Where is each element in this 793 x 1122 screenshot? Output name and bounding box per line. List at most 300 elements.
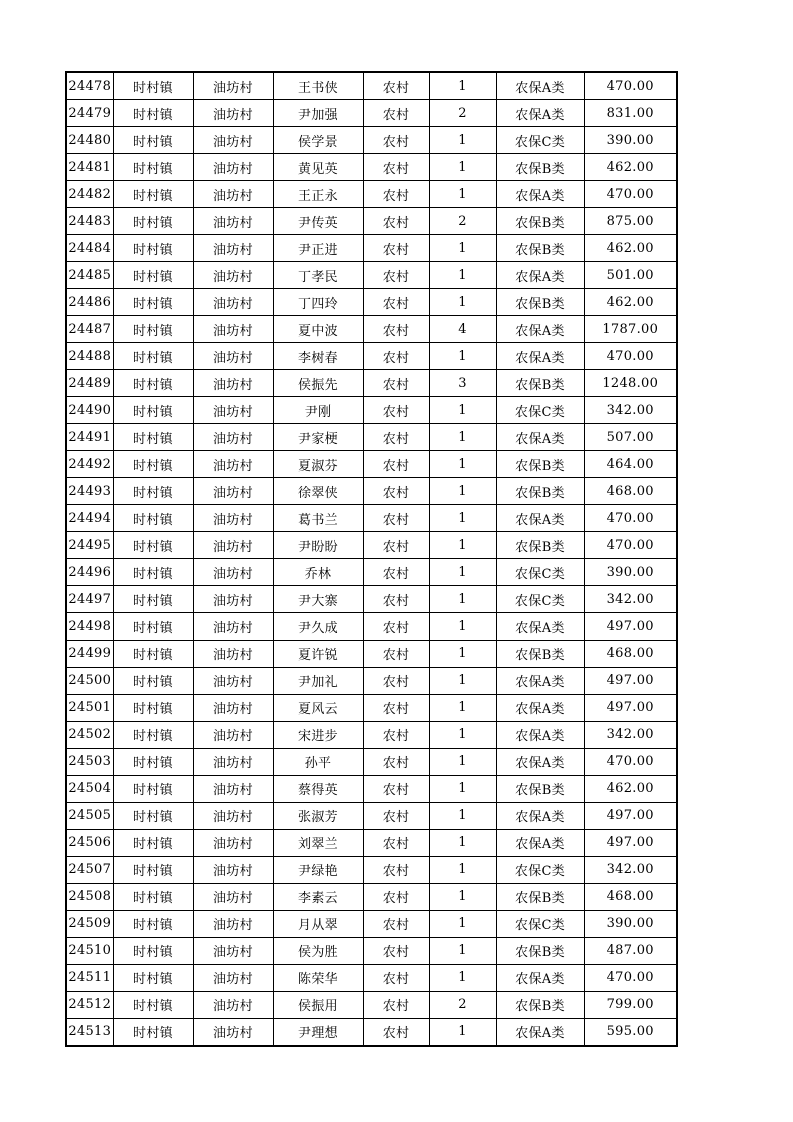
- cell-amount: 470.00: [584, 181, 677, 208]
- cell-record_id: 24496: [66, 559, 113, 586]
- cell-insurance_category: 农保A类: [496, 613, 584, 640]
- cell-town: 时村镇: [113, 127, 193, 154]
- cell-person_count: 1: [429, 559, 496, 586]
- cell-person_count: 2: [429, 208, 496, 235]
- table-body: [66, 72, 677, 1046]
- table-row: [66, 910, 677, 937]
- cell-insurance_category: 农保A类: [496, 505, 584, 532]
- cell-town: 时村镇: [113, 721, 193, 748]
- cell-name: 蔡得英: [273, 775, 363, 802]
- cell-village: 油坊村: [193, 424, 273, 451]
- cell-village: 油坊村: [193, 613, 273, 640]
- cell-residence_type: 农村: [363, 559, 429, 586]
- cell-person_count: 1: [429, 964, 496, 991]
- cell-person_count: 1: [429, 397, 496, 424]
- cell-town: 时村镇: [113, 343, 193, 370]
- cell-village: 油坊村: [193, 640, 273, 667]
- cell-person_count: 1: [429, 1018, 496, 1046]
- table-row: [66, 262, 677, 289]
- cell-insurance_category: 农保B类: [496, 154, 584, 181]
- cell-village: 油坊村: [193, 586, 273, 613]
- cell-record_id: 24488: [66, 343, 113, 370]
- cell-person_count: 3: [429, 370, 496, 397]
- cell-amount: 831.00: [584, 100, 677, 127]
- cell-insurance_category: 农保B类: [496, 883, 584, 910]
- table-row: [66, 802, 677, 829]
- cell-person_count: 1: [429, 343, 496, 370]
- cell-town: 时村镇: [113, 235, 193, 262]
- cell-person_count: 1: [429, 748, 496, 775]
- cell-record_id: 24507: [66, 856, 113, 883]
- cell-residence_type: 农村: [363, 397, 429, 424]
- cell-record_id: 24493: [66, 478, 113, 505]
- cell-insurance_category: 农保C类: [496, 559, 584, 586]
- table-row: [66, 370, 677, 397]
- cell-village: 油坊村: [193, 964, 273, 991]
- cell-town: 时村镇: [113, 883, 193, 910]
- cell-amount: 470.00: [584, 343, 677, 370]
- cell-name: 尹传英: [273, 208, 363, 235]
- pension-benefits-table: [65, 71, 678, 1047]
- cell-insurance_category: 农保A类: [496, 721, 584, 748]
- cell-name: 葛书兰: [273, 505, 363, 532]
- cell-person_count: 1: [429, 262, 496, 289]
- cell-name: 丁四玲: [273, 289, 363, 316]
- cell-amount: 875.00: [584, 208, 677, 235]
- cell-residence_type: 农村: [363, 208, 429, 235]
- cell-person_count: 1: [429, 937, 496, 964]
- cell-village: 油坊村: [193, 235, 273, 262]
- cell-person_count: 1: [429, 451, 496, 478]
- cell-insurance_category: 农保A类: [496, 694, 584, 721]
- cell-village: 油坊村: [193, 748, 273, 775]
- cell-name: 陈荣华: [273, 964, 363, 991]
- table-row: [66, 343, 677, 370]
- cell-insurance_category: 农保A类: [496, 181, 584, 208]
- cell-person_count: 2: [429, 991, 496, 1018]
- cell-residence_type: 农村: [363, 289, 429, 316]
- cell-town: 时村镇: [113, 289, 193, 316]
- cell-town: 时村镇: [113, 586, 193, 613]
- cell-name: 徐翠侠: [273, 478, 363, 505]
- cell-insurance_category: 农保A类: [496, 262, 584, 289]
- cell-name: 李素云: [273, 883, 363, 910]
- table-row: [66, 748, 677, 775]
- cell-record_id: 24486: [66, 289, 113, 316]
- cell-town: 时村镇: [113, 505, 193, 532]
- cell-town: 时村镇: [113, 775, 193, 802]
- cell-amount: 595.00: [584, 1018, 677, 1046]
- cell-insurance_category: 农保B类: [496, 937, 584, 964]
- cell-record_id: 24504: [66, 775, 113, 802]
- cell-person_count: 4: [429, 316, 496, 343]
- cell-record_id: 24500: [66, 667, 113, 694]
- cell-name: 黄见英: [273, 154, 363, 181]
- table-row: [66, 775, 677, 802]
- cell-record_id: 24502: [66, 721, 113, 748]
- cell-amount: 501.00: [584, 262, 677, 289]
- cell-amount: 799.00: [584, 991, 677, 1018]
- cell-village: 油坊村: [193, 559, 273, 586]
- cell-amount: 497.00: [584, 694, 677, 721]
- cell-record_id: 24497: [66, 586, 113, 613]
- cell-residence_type: 农村: [363, 802, 429, 829]
- table-row: [66, 829, 677, 856]
- cell-amount: 390.00: [584, 910, 677, 937]
- cell-town: 时村镇: [113, 559, 193, 586]
- cell-amount: 497.00: [584, 829, 677, 856]
- cell-person_count: 1: [429, 72, 496, 100]
- cell-amount: 462.00: [584, 775, 677, 802]
- cell-name: 王正永: [273, 181, 363, 208]
- cell-residence_type: 农村: [363, 694, 429, 721]
- cell-residence_type: 农村: [363, 235, 429, 262]
- cell-record_id: 24481: [66, 154, 113, 181]
- table-row: [66, 1018, 677, 1046]
- table-row: [66, 451, 677, 478]
- cell-amount: 468.00: [584, 478, 677, 505]
- cell-village: 油坊村: [193, 316, 273, 343]
- cell-name: 侯振先: [273, 370, 363, 397]
- cell-record_id: 24498: [66, 613, 113, 640]
- table-row: [66, 883, 677, 910]
- cell-village: 油坊村: [193, 775, 273, 802]
- cell-person_count: 1: [429, 505, 496, 532]
- table-row: [66, 181, 677, 208]
- cell-town: 时村镇: [113, 964, 193, 991]
- cell-amount: 468.00: [584, 640, 677, 667]
- cell-residence_type: 农村: [363, 775, 429, 802]
- cell-village: 油坊村: [193, 370, 273, 397]
- cell-amount: 342.00: [584, 721, 677, 748]
- cell-village: 油坊村: [193, 1018, 273, 1046]
- cell-insurance_category: 农保A类: [496, 964, 584, 991]
- cell-town: 时村镇: [113, 1018, 193, 1046]
- cell-insurance_category: 农保C类: [496, 910, 584, 937]
- cell-village: 油坊村: [193, 937, 273, 964]
- cell-town: 时村镇: [113, 451, 193, 478]
- cell-town: 时村镇: [113, 424, 193, 451]
- table-row: [66, 208, 677, 235]
- cell-residence_type: 农村: [363, 667, 429, 694]
- cell-town: 时村镇: [113, 181, 193, 208]
- cell-record_id: 24513: [66, 1018, 113, 1046]
- cell-amount: 497.00: [584, 613, 677, 640]
- cell-name: 夏中波: [273, 316, 363, 343]
- cell-village: 油坊村: [193, 127, 273, 154]
- cell-record_id: 24490: [66, 397, 113, 424]
- cell-name: 尹盼盼: [273, 532, 363, 559]
- cell-residence_type: 农村: [363, 613, 429, 640]
- cell-town: 时村镇: [113, 100, 193, 127]
- table-row: [66, 424, 677, 451]
- cell-record_id: 24508: [66, 883, 113, 910]
- cell-town: 时村镇: [113, 478, 193, 505]
- cell-person_count: 1: [429, 586, 496, 613]
- cell-record_id: 24506: [66, 829, 113, 856]
- cell-name: 李树春: [273, 343, 363, 370]
- table-row: [66, 127, 677, 154]
- cell-town: 时村镇: [113, 208, 193, 235]
- cell-person_count: 1: [429, 424, 496, 451]
- cell-residence_type: 农村: [363, 316, 429, 343]
- cell-record_id: 24510: [66, 937, 113, 964]
- cell-record_id: 24505: [66, 802, 113, 829]
- table-row: [66, 937, 677, 964]
- cell-insurance_category: 农保B类: [496, 208, 584, 235]
- cell-insurance_category: 农保B类: [496, 640, 584, 667]
- cell-amount: 342.00: [584, 856, 677, 883]
- table-row: [66, 586, 677, 613]
- cell-name: 尹大寨: [273, 586, 363, 613]
- cell-residence_type: 农村: [363, 262, 429, 289]
- cell-town: 时村镇: [113, 640, 193, 667]
- cell-record_id: 24501: [66, 694, 113, 721]
- cell-name: 尹家梗: [273, 424, 363, 451]
- cell-insurance_category: 农保B类: [496, 235, 584, 262]
- cell-record_id: 24480: [66, 127, 113, 154]
- cell-name: 丁孝民: [273, 262, 363, 289]
- cell-amount: 470.00: [584, 964, 677, 991]
- cell-name: 尹理想: [273, 1018, 363, 1046]
- cell-village: 油坊村: [193, 72, 273, 100]
- cell-person_count: 1: [429, 154, 496, 181]
- cell-insurance_category: 农保A类: [496, 1018, 584, 1046]
- cell-village: 油坊村: [193, 505, 273, 532]
- table-row: [66, 856, 677, 883]
- cell-insurance_category: 农保A类: [496, 802, 584, 829]
- cell-insurance_category: 农保C类: [496, 586, 584, 613]
- cell-name: 宋进步: [273, 721, 363, 748]
- cell-person_count: 1: [429, 802, 496, 829]
- cell-record_id: 24494: [66, 505, 113, 532]
- table-row: [66, 289, 677, 316]
- cell-residence_type: 农村: [363, 1018, 429, 1046]
- cell-record_id: 24495: [66, 532, 113, 559]
- cell-name: 夏许锐: [273, 640, 363, 667]
- cell-village: 油坊村: [193, 397, 273, 424]
- cell-residence_type: 农村: [363, 451, 429, 478]
- table-row: [66, 640, 677, 667]
- table-row: [66, 964, 677, 991]
- cell-person_count: 1: [429, 829, 496, 856]
- cell-insurance_category: 农保A类: [496, 343, 584, 370]
- cell-name: 乔林: [273, 559, 363, 586]
- cell-town: 时村镇: [113, 397, 193, 424]
- cell-village: 油坊村: [193, 829, 273, 856]
- cell-insurance_category: 农保B类: [496, 532, 584, 559]
- cell-village: 油坊村: [193, 991, 273, 1018]
- cell-name: 侯为胜: [273, 937, 363, 964]
- cell-insurance_category: 农保B类: [496, 370, 584, 397]
- cell-record_id: 24503: [66, 748, 113, 775]
- table-row: [66, 613, 677, 640]
- cell-amount: 464.00: [584, 451, 677, 478]
- table-row: [66, 100, 677, 127]
- cell-name: 孙平: [273, 748, 363, 775]
- cell-town: 时村镇: [113, 748, 193, 775]
- cell-person_count: 1: [429, 640, 496, 667]
- cell-residence_type: 农村: [363, 586, 429, 613]
- cell-town: 时村镇: [113, 72, 193, 100]
- cell-person_count: 1: [429, 667, 496, 694]
- cell-town: 时村镇: [113, 694, 193, 721]
- cell-town: 时村镇: [113, 316, 193, 343]
- cell-town: 时村镇: [113, 667, 193, 694]
- cell-name: 尹绿艳: [273, 856, 363, 883]
- cell-residence_type: 农村: [363, 343, 429, 370]
- cell-person_count: 1: [429, 721, 496, 748]
- cell-name: 尹久成: [273, 613, 363, 640]
- table-row: [66, 72, 677, 100]
- cell-residence_type: 农村: [363, 154, 429, 181]
- cell-town: 时村镇: [113, 991, 193, 1018]
- cell-town: 时村镇: [113, 613, 193, 640]
- cell-person_count: 1: [429, 235, 496, 262]
- cell-record_id: 24509: [66, 910, 113, 937]
- cell-residence_type: 农村: [363, 424, 429, 451]
- table-row: [66, 991, 677, 1018]
- table-row: [66, 235, 677, 262]
- cell-town: 时村镇: [113, 910, 193, 937]
- cell-name: 尹正进: [273, 235, 363, 262]
- cell-name: 侯振用: [273, 991, 363, 1018]
- cell-amount: 497.00: [584, 667, 677, 694]
- cell-record_id: 24485: [66, 262, 113, 289]
- cell-amount: 342.00: [584, 397, 677, 424]
- cell-name: 月从翠: [273, 910, 363, 937]
- cell-record_id: 24512: [66, 991, 113, 1018]
- cell-residence_type: 农村: [363, 910, 429, 937]
- cell-amount: 462.00: [584, 235, 677, 262]
- cell-record_id: 24484: [66, 235, 113, 262]
- cell-insurance_category: 农保A类: [496, 316, 584, 343]
- table-row: [66, 478, 677, 505]
- cell-amount: 462.00: [584, 154, 677, 181]
- cell-amount: 470.00: [584, 72, 677, 100]
- cell-insurance_category: 农保B类: [496, 775, 584, 802]
- cell-amount: 1787.00: [584, 316, 677, 343]
- cell-person_count: 2: [429, 100, 496, 127]
- cell-residence_type: 农村: [363, 181, 429, 208]
- cell-town: 时村镇: [113, 370, 193, 397]
- cell-village: 油坊村: [193, 343, 273, 370]
- cell-village: 油坊村: [193, 451, 273, 478]
- cell-name: 夏风云: [273, 694, 363, 721]
- cell-insurance_category: 农保C类: [496, 397, 584, 424]
- cell-town: 时村镇: [113, 532, 193, 559]
- cell-residence_type: 农村: [363, 640, 429, 667]
- cell-village: 油坊村: [193, 694, 273, 721]
- cell-insurance_category: 农保A类: [496, 748, 584, 775]
- cell-amount: 470.00: [584, 532, 677, 559]
- table-row: [66, 397, 677, 424]
- cell-village: 油坊村: [193, 262, 273, 289]
- cell-town: 时村镇: [113, 856, 193, 883]
- cell-amount: 462.00: [584, 289, 677, 316]
- cell-village: 油坊村: [193, 667, 273, 694]
- cell-person_count: 1: [429, 289, 496, 316]
- cell-record_id: 24511: [66, 964, 113, 991]
- cell-village: 油坊村: [193, 478, 273, 505]
- cell-record_id: 24483: [66, 208, 113, 235]
- cell-person_count: 1: [429, 883, 496, 910]
- cell-village: 油坊村: [193, 910, 273, 937]
- cell-person_count: 1: [429, 181, 496, 208]
- cell-record_id: 24489: [66, 370, 113, 397]
- cell-insurance_category: 农保A类: [496, 72, 584, 100]
- cell-amount: 507.00: [584, 424, 677, 451]
- cell-name: 尹加礼: [273, 667, 363, 694]
- cell-village: 油坊村: [193, 289, 273, 316]
- cell-record_id: 24491: [66, 424, 113, 451]
- cell-residence_type: 农村: [363, 721, 429, 748]
- cell-residence_type: 农村: [363, 883, 429, 910]
- table-row: [66, 532, 677, 559]
- cell-person_count: 1: [429, 856, 496, 883]
- cell-insurance_category: 农保A类: [496, 829, 584, 856]
- cell-residence_type: 农村: [363, 478, 429, 505]
- cell-amount: 390.00: [584, 559, 677, 586]
- cell-name: 侯学景: [273, 127, 363, 154]
- cell-residence_type: 农村: [363, 748, 429, 775]
- cell-insurance_category: 农保A类: [496, 667, 584, 694]
- cell-town: 时村镇: [113, 262, 193, 289]
- cell-village: 油坊村: [193, 532, 273, 559]
- table-row: [66, 559, 677, 586]
- cell-record_id: 24478: [66, 72, 113, 100]
- cell-insurance_category: 农保A类: [496, 100, 584, 127]
- cell-insurance_category: 农保B类: [496, 991, 584, 1018]
- cell-name: 王书侠: [273, 72, 363, 100]
- cell-village: 油坊村: [193, 856, 273, 883]
- cell-village: 油坊村: [193, 154, 273, 181]
- cell-person_count: 1: [429, 532, 496, 559]
- cell-village: 油坊村: [193, 721, 273, 748]
- cell-residence_type: 农村: [363, 964, 429, 991]
- cell-residence_type: 农村: [363, 100, 429, 127]
- cell-residence_type: 农村: [363, 505, 429, 532]
- cell-name: 尹加强: [273, 100, 363, 127]
- cell-person_count: 1: [429, 127, 496, 154]
- cell-record_id: 24487: [66, 316, 113, 343]
- cell-insurance_category: 农保C类: [496, 127, 584, 154]
- cell-amount: 487.00: [584, 937, 677, 964]
- cell-residence_type: 农村: [363, 829, 429, 856]
- cell-village: 油坊村: [193, 802, 273, 829]
- table-row: [66, 667, 677, 694]
- cell-name: 夏淑芬: [273, 451, 363, 478]
- cell-person_count: 1: [429, 478, 496, 505]
- cell-person_count: 1: [429, 694, 496, 721]
- cell-residence_type: 农村: [363, 127, 429, 154]
- cell-record_id: 24492: [66, 451, 113, 478]
- cell-village: 油坊村: [193, 181, 273, 208]
- cell-village: 油坊村: [193, 100, 273, 127]
- cell-insurance_category: 农保C类: [496, 856, 584, 883]
- cell-insurance_category: 农保B类: [496, 289, 584, 316]
- table-row: [66, 694, 677, 721]
- cell-village: 油坊村: [193, 883, 273, 910]
- cell-town: 时村镇: [113, 829, 193, 856]
- cell-amount: 470.00: [584, 505, 677, 532]
- cell-amount: 1248.00: [584, 370, 677, 397]
- cell-record_id: 24499: [66, 640, 113, 667]
- table-row: [66, 316, 677, 343]
- cell-name: 刘翠兰: [273, 829, 363, 856]
- table-row: [66, 721, 677, 748]
- cell-person_count: 1: [429, 613, 496, 640]
